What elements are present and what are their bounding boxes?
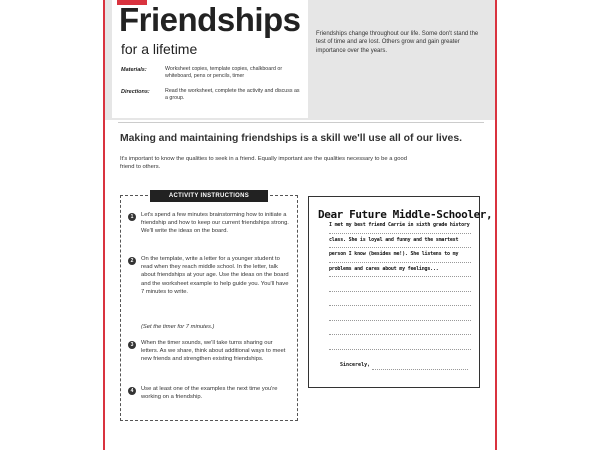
letter-line: class. She is loyal and funny and the smartest	[329, 234, 471, 249]
letter-line: problems and cares about my feelings...	[329, 263, 471, 278]
materials-label: Materials:	[121, 67, 147, 73]
header-intro: Friendships change throughout our life. Some don't stand the test of time and are lost. Others grow and gain greater importance over the years.	[316, 31, 479, 54]
step-number: 2	[128, 257, 136, 265]
divider	[118, 122, 484, 123]
step-number: 4	[128, 387, 136, 395]
letter-blank-line	[329, 306, 471, 321]
page-border-left	[103, 0, 105, 450]
timer-note: (Set the timer for 7 minutes.)	[141, 324, 215, 330]
letter-lines	[329, 219, 471, 350]
letter-closing: Sincerely,	[340, 362, 371, 368]
page-title: Friendships	[119, 1, 301, 38]
step-text: Let's spend a few minutes brainstorming how to initiate a friendship and how to keep our current friendships strong. We'll write the ideas on the board.	[141, 212, 289, 235]
letter-line: person I know (besides me!). She listens to my	[329, 248, 471, 263]
directions-label: Directions:	[121, 89, 150, 95]
letter-blank-line	[329, 292, 471, 307]
activity-heading: ACTIVITY INSTRUCTIONS	[150, 190, 268, 202]
step-text: When the timer sounds, we'll take turns sharing our letters. As we share, think about additional ways to meet new friends and strengthen existing friendships.	[141, 340, 286, 363]
step-number: 3	[128, 341, 136, 349]
letter-blank-line	[329, 277, 471, 292]
directions-text: Read the worksheet, complete the activity and discuss as a group.	[165, 88, 300, 101]
letter-blank-line	[329, 321, 471, 336]
step-text: Use at least one of the examples the next time you're working on a friendship.	[141, 386, 278, 401]
step-number: 1	[128, 213, 136, 221]
step-text: On the template, write a letter for a younger student to read when they reach middle school. In the letter, talk about friendships at your age. Use the ideas on the board and the worksheet example to help guide you. You'll have 7 minutes to write.	[141, 256, 289, 295]
section-intro: It's important to know the qualities to seek in a friend. Equally important are the qualities necessary to be a good friend to others.	[120, 156, 407, 171]
letter-blank-line	[329, 335, 471, 350]
letter-line: I met my best friend Carrie in sixth grade history	[329, 219, 471, 234]
letter-heading: Dear Future Middle-Schooler,	[318, 208, 493, 221]
page-subtitle: for a lifetime	[121, 41, 198, 57]
page-border-right	[495, 0, 497, 450]
signature-line	[372, 369, 468, 370]
materials-text: Worksheet copies, template copies, chalkboard or whiteboard, pens or pencils, timer	[165, 66, 283, 79]
section-headline: Making and maintaining friendships is a skill we'll use all of our lives.	[120, 133, 462, 144]
